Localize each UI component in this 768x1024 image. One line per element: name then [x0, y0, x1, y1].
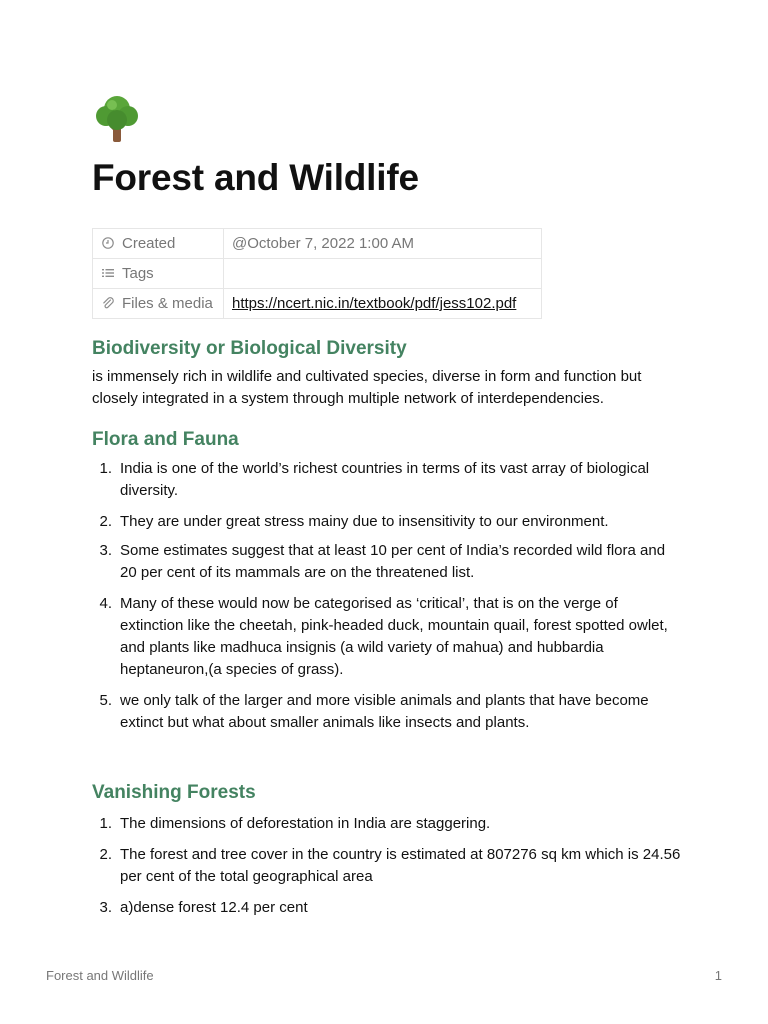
- list-item-text: India is one of the world’s richest countries in terms of its vast array of biological diversity.: [120, 460, 650, 499]
- heading-flora-fauna: Flora and Fauna: [92, 429, 239, 450]
- paperclip-icon: [101, 296, 115, 310]
- clock-icon: [101, 236, 115, 250]
- list-item-number: 4.: [99, 595, 112, 612]
- property-key-tags: [93, 259, 224, 289]
- page-content: [92, 92, 682, 919]
- list-item: [92, 458, 682, 502]
- list-item: [92, 540, 682, 584]
- list-item-text: The forest and tree cover in the country is estimated at 807276 sq km which is 24.56 per cent of the total geographical area: [120, 846, 681, 885]
- flora-fauna-list: [92, 458, 682, 734]
- list-item-text: Some estimates suggest that at least 10 per cent of India’s recorded wild flora and 20 per cent of its mammals are on the threatened list.: [120, 542, 666, 581]
- list-item: [92, 690, 682, 734]
- heading-biodiversity: Biodiversity or Biological Diversity: [92, 338, 407, 359]
- biodiversity-paragraph: is immensely rich in wildlife and cultivated species, diverse in form and function but closely integrated in a system through multiple network of interdependencies.: [92, 368, 642, 407]
- list-item-text: The dimensions of deforestation in India are staggering.: [120, 815, 491, 832]
- list-item: [92, 593, 682, 681]
- list-item-number: 1.: [99, 815, 112, 832]
- property-value-tags[interactable]: [224, 259, 542, 289]
- files-media-link[interactable]: https://ncert.nic.in/textbook/pdf/jess102.pdf: [232, 295, 517, 312]
- list-item: [92, 813, 682, 835]
- property-key-created: [93, 229, 224, 259]
- vanishing-forests-list: [92, 813, 682, 919]
- property-row-files: [93, 289, 542, 319]
- list-item: [92, 844, 682, 888]
- list-item-number: 3.: [99, 899, 112, 916]
- list-item-number: 5.: [99, 692, 112, 709]
- list-item: [92, 897, 682, 919]
- property-key-files: [93, 289, 224, 319]
- list-item-number: 3.: [99, 542, 112, 559]
- footer-title: Forest and Wildlife: [46, 968, 154, 983]
- property-label: Created: [122, 235, 176, 252]
- page-title: Forest and Wildlife: [92, 157, 419, 198]
- property-row-created: [93, 229, 542, 259]
- list-item-number: 2.: [99, 513, 112, 530]
- property-label: Tags: [122, 265, 154, 282]
- property-row-tags: [93, 259, 542, 289]
- list-item-text: a)dense forest 12.4 per cent: [120, 899, 308, 916]
- list-item-text: Many of these would now be categorised as ‘critical’, that is on the verge of extinction like the cheetah, pink-headed duck, mountain quail, forest spotted owlet, and plants like madhuca insignis (a wild variety of mahua) and hubbardia heptaneuron,(a species of grass).: [120, 595, 668, 678]
- list-item-text: They are under great stress mainy due to insensitivity to our environment.: [120, 513, 609, 530]
- list-item-number: 1.: [99, 460, 112, 477]
- list-item-text: we only talk of the larger and more visible animals and plants that have become extinct but what about smaller animals like insects and plants.: [120, 692, 649, 731]
- list-item-number: 2.: [99, 846, 112, 863]
- footer-page-number: 1: [714, 968, 722, 983]
- property-value-created[interactable]: @October 7, 2022 1:00 AM: [224, 229, 542, 259]
- property-label: Files & media: [122, 295, 213, 312]
- tree-icon[interactable]: [90, 92, 682, 148]
- list-icon: [101, 266, 115, 280]
- properties-table: [92, 228, 542, 319]
- list-item: [92, 511, 682, 533]
- property-value-files: [224, 289, 542, 319]
- heading-vanishing-forests: Vanishing Forests: [92, 782, 256, 803]
